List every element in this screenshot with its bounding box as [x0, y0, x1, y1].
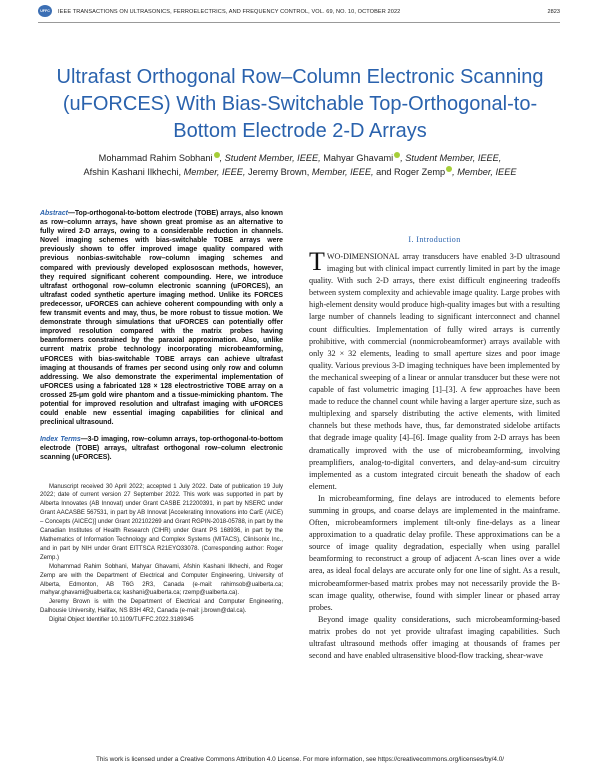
- journal-logo: UFFC: [38, 5, 52, 17]
- footnote-affiliation: Mohammad Rahim Sobhani, Mahyar Ghavami, Afshin Kashani Ilkhechi, and Roger Zemp are with the Department of Electrical and Computer Engineering, University of Alberta, Edmonton, AB T6G 2R3, Canada (e-mail: rahimsob@ualberta.ca; mahyar.ghavami@ualberta.ca; kashani@ualberta.ca; rzemp@ualberta.ca).: [40, 563, 283, 597]
- footnote-manuscript: Manuscript received 30 April 2022; accepted 1 July 2022. Date of publication 19 July 2022; date of current version 27 September 2022. This work was supported in part by Alberta Innovates (AB Innovat) under Grant CASBE 212200391, in part by NSERC under Grant AACASBE 567531, in part by AB Innovat [Accelerating Innovations into CarE (AICE) – Concepts (AICEC)] under Grant 202102269 and Grant RGPIN-2018-05788, in part by the Canadian Institutes of Health Research (CIHR) under Grant PS 168936, in part by the Mathematics of Information Technology and Complex Systems (MITACS), ClinIsonix Inc., and in part by NIH under Grant EITTSCA R21EYO33078. (Corresponding author: Roger Zemp.): [40, 483, 283, 561]
- paragraph-text: WO-DIMENSIONAL array transducers have enabled 3-D ultrasound imaging but with clinical impact currently limited in part by the image quality. With such 2-D arrays, there exist difficult engineering tradeoffs between system complexity and achievable image quality. Large probes with high-element density would produce high-quality images but with a resulting large number of channels leading to significant interconnect and channel count difficulties. Implementation of fully wired arrays is currently prohibitive, with commercial (nonmicrobeamformer) arrays available with only 32 × 32 elements, leading to small aperture sizes and poor image quality. Various previous 3-D imaging techniques have been implemented by the mechanical sweeping of a linear or annular transducer but these were not capable of fast volumetric imaging [1]–[3]. A few approaches have been made to reduce the channel count while having a larger aperture size, such as multiplexing and sparsely distributing the active elements, with limited channels but these methods have, thus, far demonstrated sidelobe artifacts that degrade image quality [4]–[6]. Image quality from 2-D arrays has been dramatically improved with the use of microbeamforming, involving preamplifiers, analog-to-digital converters, and delay-and-sum circuitry implemented as a custom integrated circuit beneath the shadow of each element.: [309, 252, 560, 491]
- left-column: [40, 209, 283, 625]
- author-name: Jeremy Brown,: [245, 167, 310, 177]
- paragraph: [309, 247, 560, 493]
- author-affil: , Member, IEEE: [452, 167, 517, 177]
- intro-body: [309, 247, 560, 662]
- drop-cap: T: [309, 247, 325, 276]
- author-affil: Member, IEEE,: [309, 167, 374, 177]
- index-terms: [40, 435, 283, 462]
- index-terms-text: 3-D imaging, row–column arrays, top-orthogonal-to-bottom electrode (TOBE) arrays, ultrafast orthogonal row–column electronic scanning (uFORCES).: [40, 436, 283, 462]
- paper-title: Ultrafast Orthogonal Row–Column Electronic Scanning (uFORCES) With Bias-Switchable Top-Orthogonal-to-Bottom Electrode 2-D Arrays: [56, 66, 544, 142]
- author-name: Afshin Kashani Ilkhechi,: [83, 167, 182, 177]
- abstract-dash: —: [67, 210, 75, 217]
- abstract-label: Abstract: [40, 210, 68, 217]
- index-terms-label: Index Terms: [40, 436, 81, 444]
- abstract-text: Top-orthogonal-to-bottom electrode (TOBE) arrays, also known as row–column arrays, have shown great promise as an alternative to fully wired 2-D arrays, owing to a considerable reduction in channels. Novel imaging schemes with bias-switchable TOBE arrays were previously shown to offer improved image quality compared with previous nonbias-switchable row–column imaging schemes and compared with previously developed explososcan methods, however, they required significant coherent compounding. Here, we introduce ultrafast orthogonal row–column electronic scanning (uFORCES), an ultrafast coded synthetic aperture imaging method. Unlike its FORCES predecessor, uFORCES can achieve coherent compounding with only a few transmit events and may, thus, be more robust to tissue motion. We demonstrate through simulations that uFORCES can potentially offer improved resolution compared with the matrix probes having beamformers constrained by the paraxial approximation. Also, unlike current matrix probe technology incorporating microbeamforming, uFORCES with bias-switchable TOBE arrays can achieve ultrafast imaging at thousands of frames per second using only row and column addressing. We also demonstrate the experimental implementation of uFORCES using a fabricated 128 × 128 electrostrictive TOBE array on a crossed 25-μm gold wire phantom and a tissue-mimicking phantom. The potential for improved resolution and ultrafast imaging with uFORCES could enable new essential imaging capabilities for clinical and preclinical ultrasound.: [40, 210, 283, 427]
- paragraph: In microbeamforming, fine delays are introduced to elements before summing in groups, and coarse delays are implemented in the mainframe. Often, microbeamformers implement tilt-only fine-delays as a linear approximation to a quadratic delay profile. These approximations can be a source of image quality degradation, especially when using parallel beamforming to reconstruct a group of adjacent A-scan lines over a wide area, as ideal focal delays are accurate only for one line of sight. As a result, microbeamformer-based matrix probes may not necessarily provide the B-scan image quality, otherwise, found with simpler linear or phased array probes.: [309, 493, 560, 612]
- author-name: Mahyar Ghavami: [320, 153, 394, 163]
- index-terms-dash: —: [80, 436, 88, 444]
- journal-name: IEEE TRANSACTIONS ON ULTRASONICS, FERROELECTRICS, AND FREQUENCY CONTROL, VOL. 69, NO. 10, OCTOBER 2022: [58, 9, 401, 15]
- right-column: [309, 235, 560, 662]
- running-header: [38, 7, 560, 19]
- license-footer: This work is licensed under a Creative Commons Attribution 4.0 License. For more information, see https://creativecommons.org/licenses/by/4.0/: [95, 756, 505, 763]
- footnotes: [40, 483, 283, 626]
- author-name: Mohammad Rahim Sobhani: [98, 153, 213, 163]
- header-rule: [38, 22, 560, 23]
- author-list: [40, 151, 560, 179]
- page-number: 2823: [547, 9, 560, 15]
- footnote-affiliation: Jeremy Brown is with the Department of Electrical and Computer Engineering, Dalhousie University, Halifax, NS B3H 4R2, Canada (e-mail: j.brown@dal.ca).: [40, 599, 283, 615]
- author-affil: , Student Member, IEEE,: [400, 153, 502, 163]
- abstract: [40, 209, 283, 427]
- section-heading: I. Introduction: [408, 235, 461, 244]
- footnote-doi[interactable]: Digital Object Identifier 10.1109/TUFFC.2022.3189345: [49, 617, 194, 624]
- author-affil: Member, IEEE,: [181, 167, 246, 177]
- author-affil: , Student Member, IEEE,: [219, 153, 321, 163]
- paragraph: Beyond image quality considerations, such microbeamforming-based matrix probes do not yet provide ultrafast imaging capabilities. Such ultrafast ultrasound methods offer imaging at thousands of frames per second and have enabled ultrasensitive blood-flow tracking, shear-wave: [309, 614, 560, 661]
- author-name: and Roger Zemp: [373, 167, 446, 177]
